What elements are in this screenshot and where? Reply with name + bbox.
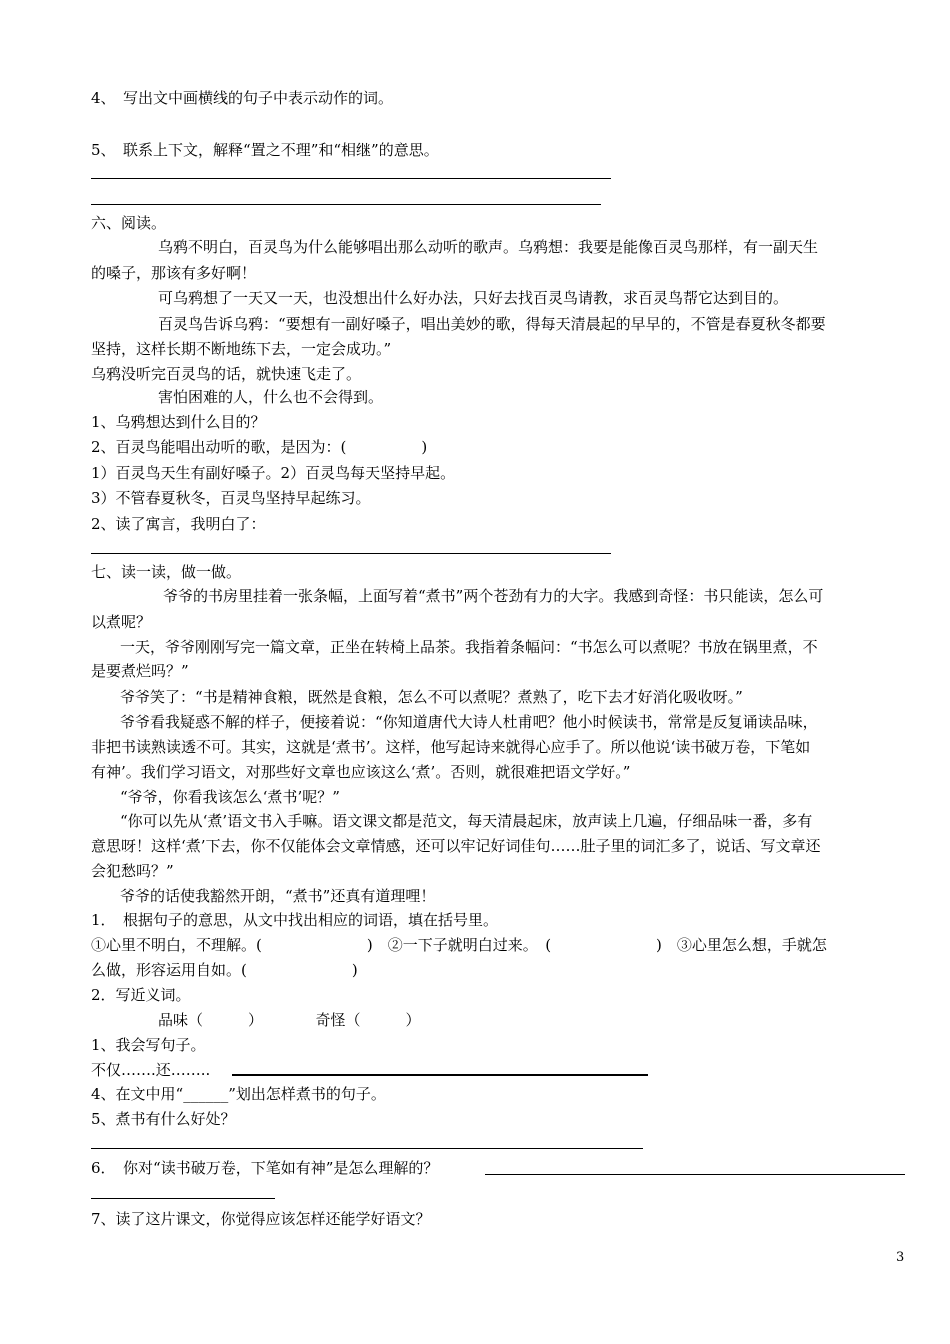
page-number: 3 xyxy=(896,1250,905,1265)
question-1: 1． 根据句子的意思，从文中找出相应的词语，填在括号里。 xyxy=(91,911,499,929)
question-3: 1、我会写句子。 xyxy=(91,1036,206,1054)
question-5: 5、 联系上下文，解释“置之不理”和“相继”的意思。 xyxy=(91,141,439,159)
question-1: 1、乌鸦想达到什么目的？ xyxy=(91,413,266,431)
question-3-prompt: 不仅…….还…….. xyxy=(91,1061,211,1079)
passage-line: 非把书读熟读透不可。其实，这就是‘煮书’。这样，他写起诗来就得心应手了。所以他说‘读书破万卷，下笔如 xyxy=(91,738,811,756)
passage-line: “你可以先从‘煮’语文书入手嘛。语文课文都是范文，每天清晨起床，放声读上几遍，仔细品味一番，多有 xyxy=(120,812,813,830)
passage-line: 爷爷的话使我豁然开朗，“煮书”还真有道理哩！ xyxy=(120,887,436,905)
answer-line xyxy=(91,1198,275,1199)
answer-line xyxy=(91,553,611,554)
section-seven-heading: 七、读一读，做一做。 xyxy=(91,563,242,581)
passage-line: 意思呀！这样‘煮’下去，你不仅能体会文章情感，还可以牢记好词佳句……肚子里的词汇多了，说话、写文章还 xyxy=(91,837,821,855)
passage-line: 以煮呢？ xyxy=(91,613,152,631)
answer-line xyxy=(232,1074,648,1076)
passage-line: 会犯愁吗？” xyxy=(91,862,174,880)
question-3: 2、读了寓言，我明白了： xyxy=(91,515,266,533)
question-6: 6． 你对“读书破万卷，下笔如有神”是怎么理解的？ xyxy=(91,1159,439,1177)
question-2-items: 品味（ ） 奇怪（ ） xyxy=(158,1011,421,1029)
question-4: 4、在文中用“______”划出怎样煮书的句子。 xyxy=(91,1085,386,1103)
passage-line: 爷爷笑了：“书是精神食粮，既然是食粮，怎么不可以煮呢？煮熟了，吃下去才好消化吸收呀。” xyxy=(120,688,743,706)
passage-line: “爷爷，你看我该怎么‘煮书’呢？” xyxy=(120,788,340,806)
passage-line: 是要煮烂吗？” xyxy=(91,662,189,680)
answer-line xyxy=(91,178,611,179)
option-1-2: 1）百灵鸟天生有副好嗓子。2）百灵鸟每天坚持早起。 xyxy=(91,464,456,482)
answer-line xyxy=(91,204,601,205)
section-six-heading: 六、阅读。 xyxy=(91,214,167,232)
question-2: 2．写近义词。 xyxy=(91,986,191,1004)
option-3: 3）不管春夏秋冬，百灵鸟坚持早起练习。 xyxy=(91,489,371,507)
passage-line: 爷爷的书房里挂着一张条幅，上面写着“煮书”两个苍劲有力的大字。我感到奇怪：书只能读，怎么可 xyxy=(163,587,824,605)
question-1-items: 么做，形容运用自如。( ) xyxy=(91,961,358,979)
passage-line: 爷爷看我疑惑不解的样子，便接着说：“你知道唐代大诗人杜甫吧？他小时候读书，常常是反复诵读品味， xyxy=(120,713,818,731)
passage-line: 害怕困难的人，什么也不会得到。 xyxy=(158,388,384,406)
answer-line xyxy=(485,1174,905,1175)
passage-line: 有神’。我们学习语文，对那些好文章也应该这么‘煮’。否则，就很难把语文学好。” xyxy=(91,763,631,781)
passage-line: 百灵鸟告诉乌鸦：“要想有一副好嗓子，唱出美妙的歌，得每天清晨起的早早的，不管是春夏秋冬都要 xyxy=(158,315,826,333)
answer-line xyxy=(91,1148,643,1149)
passage-line: 乌鸦没听完百灵鸟的话，就快速飞走了。 xyxy=(91,365,362,383)
passage-line: 的嗓子，那该有多好啊！ xyxy=(91,264,257,282)
passage-line: 坚持，这样长期不断地练下去，一定会成功。” xyxy=(91,340,392,358)
passage-line: 乌鸦不明白，百灵鸟为什么能够唱出那么动听的歌声。乌鸦想：我要是能像百灵鸟那样，有一副天生 xyxy=(158,238,819,256)
question-1-items: ①心里不明白，不理解。( ) ②一下子就明白过来。 ( ) ③心里怎么想，手就怎 xyxy=(91,936,827,954)
question-5: 5、煮书有什么好处？ xyxy=(91,1110,236,1128)
question-4: 4、 写出文中画横线的句子中表示动作的词。 xyxy=(91,89,394,107)
question-7: 7、读了这片课文，你觉得应该怎样还能学好语文？ xyxy=(91,1210,431,1228)
passage-line: 可乌鸦想了一天又一天，也没想出什么好办法，只好去找百灵鸟请教，求百灵鸟帮它达到目的。 xyxy=(158,289,789,307)
passage-line: 一天，爷爷刚刚写完一篇文章，正坐在转椅上品茶。我指着条幅问：“书怎么可以煮呢？书放在锅里煮，不 xyxy=(120,638,818,656)
question-2: 2、百灵鸟能唱出动听的歌，是因为：( ) xyxy=(91,438,428,456)
